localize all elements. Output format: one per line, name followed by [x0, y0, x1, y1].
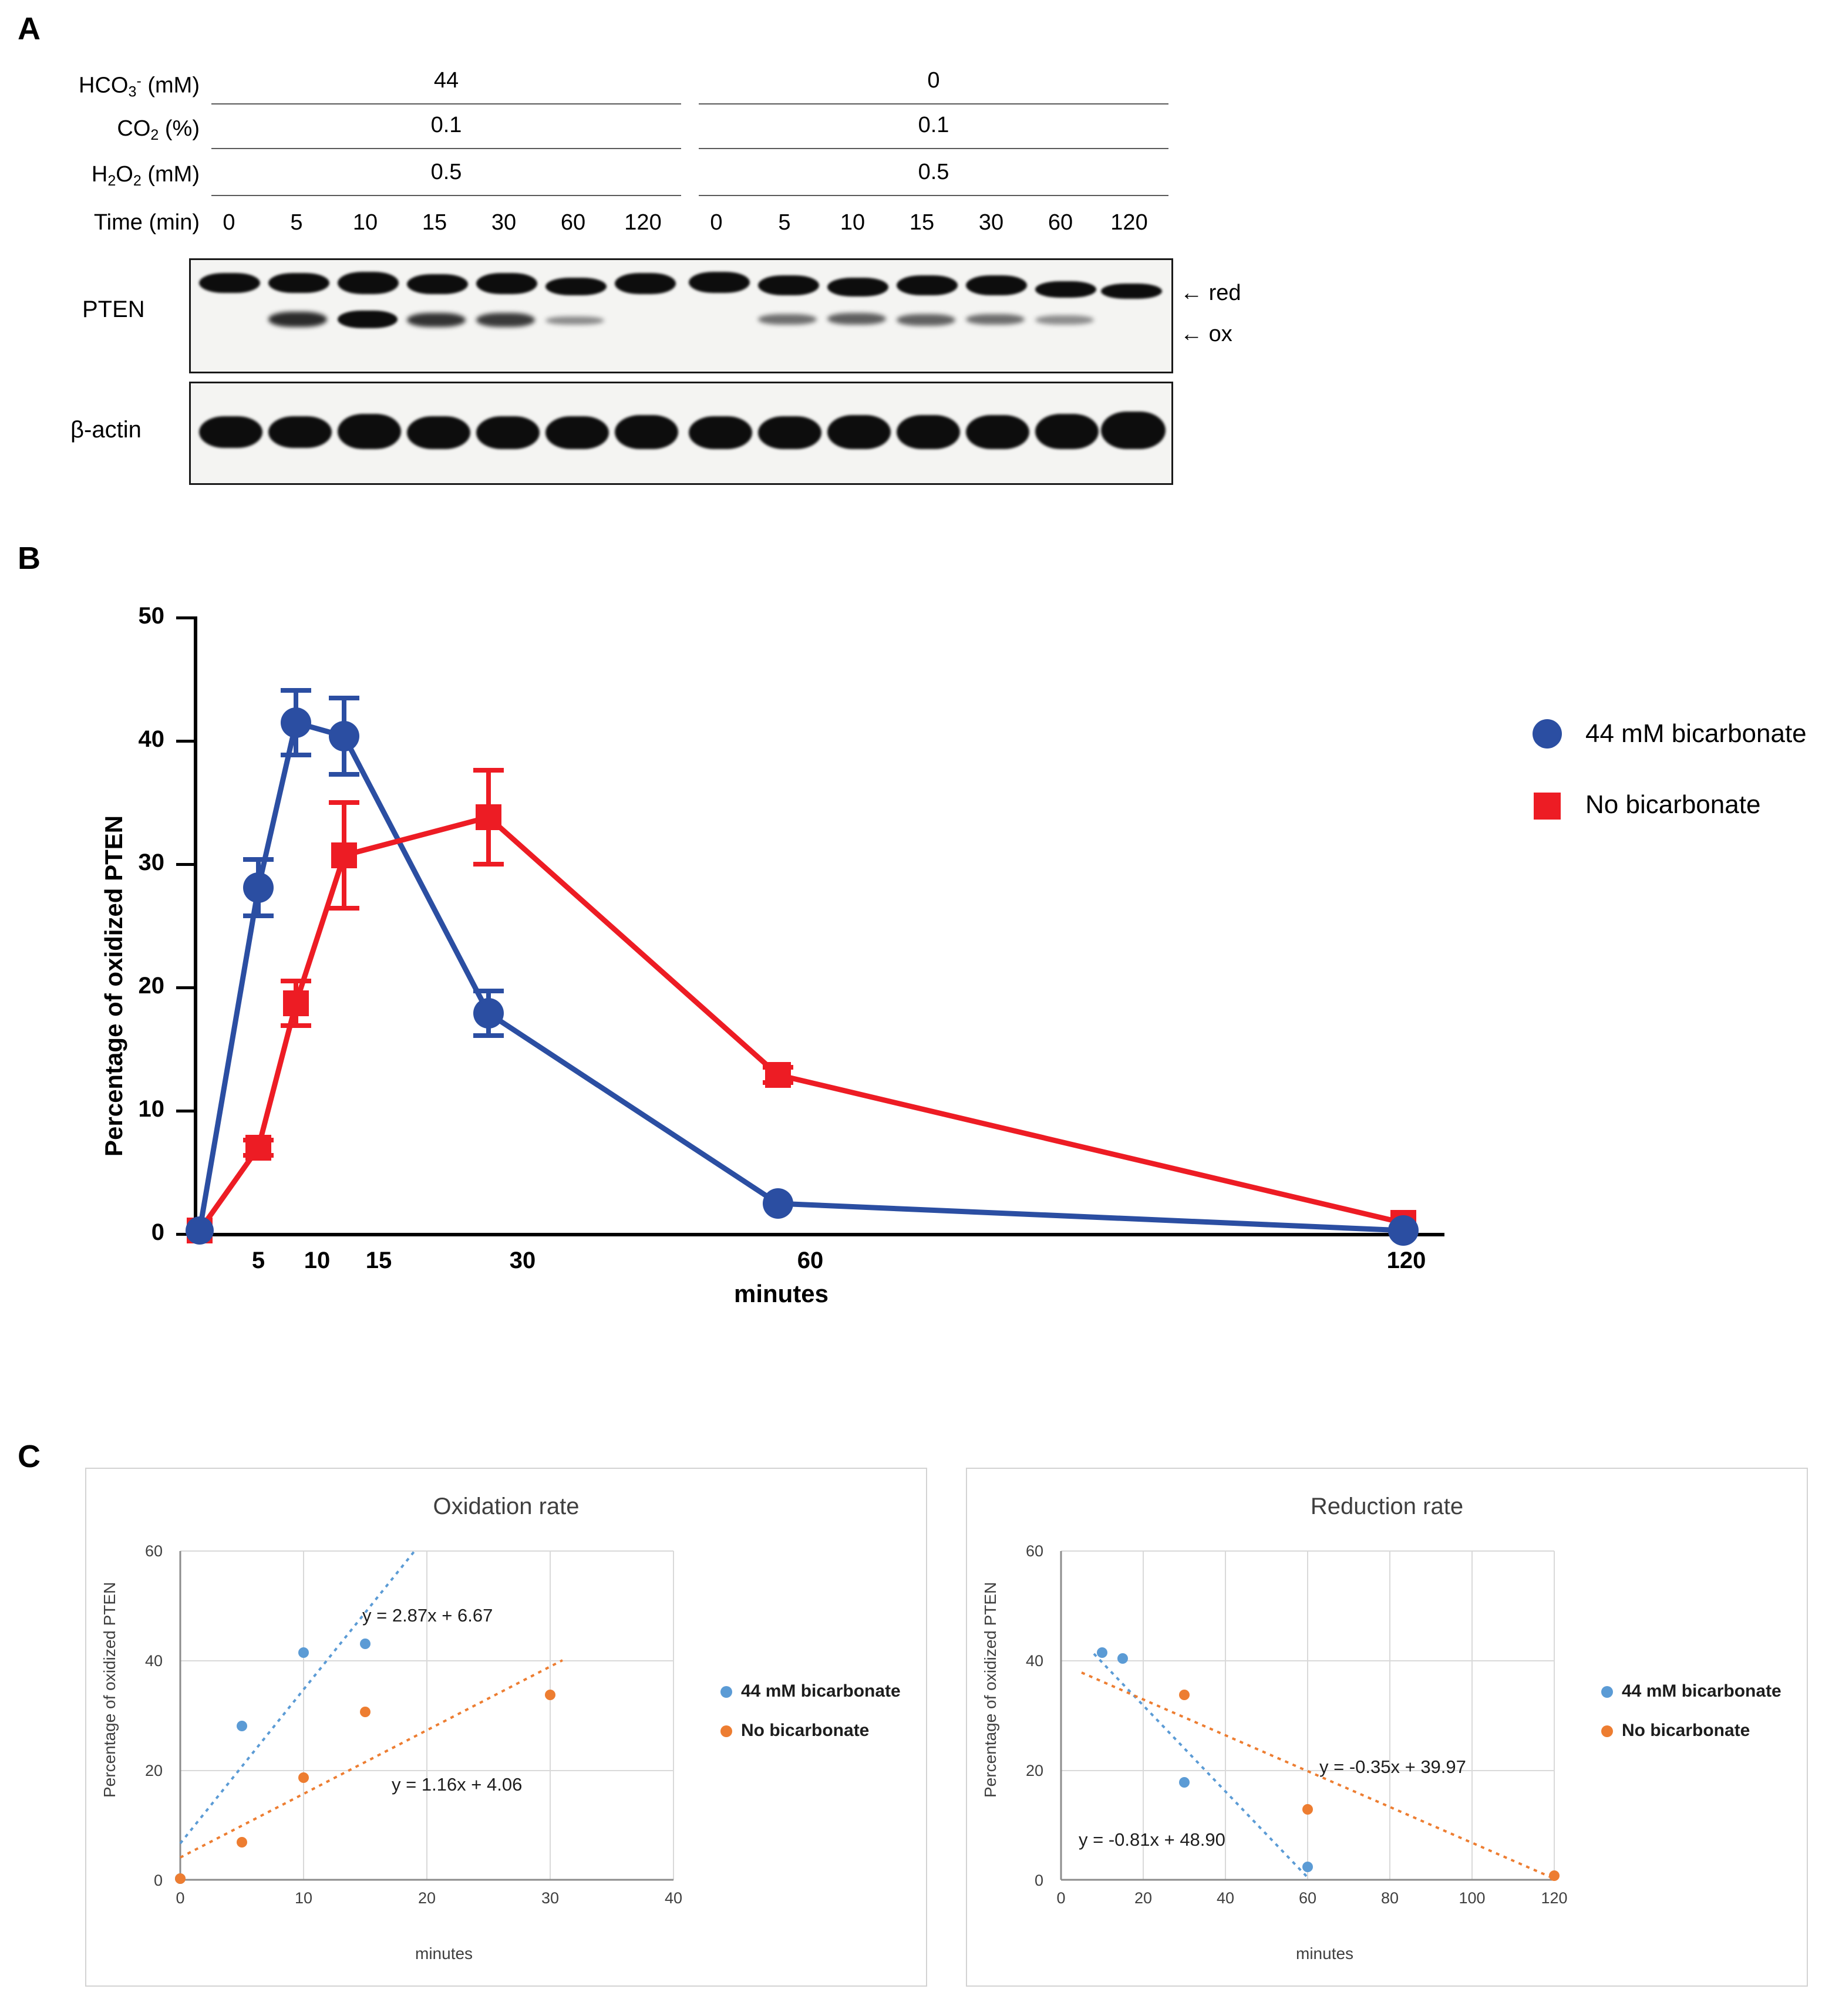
- mini-chart-oxidation-xlabel: minutes: [415, 1944, 473, 1963]
- mini-red-ytick-0: 0: [1034, 1872, 1043, 1889]
- panel-b-legend-marker-red: [1534, 793, 1561, 820]
- mini-red-xtick-120: 120: [1541, 1889, 1568, 1907]
- mini-red-legend-dot-orange: [1601, 1725, 1613, 1737]
- panel-b-legend-label-blue: 44 mM bicarbonate: [1585, 719, 1807, 748]
- mini-ox-ytick-40: 40: [144, 1652, 163, 1670]
- arrow-glyph-ox: ←: [1180, 322, 1203, 346]
- time-label-l3: 15: [422, 210, 447, 235]
- mini-red-ytick-40: 40: [1025, 1652, 1043, 1670]
- condition-line-bicarbonate-left: [211, 103, 681, 104]
- arrow-red-label: red: [1208, 281, 1241, 305]
- panel-b-ytick-40: 40: [138, 726, 164, 752]
- panel-b-x-axis-title: minutes: [734, 1280, 829, 1307]
- mini-chart-oxidation: [85, 1468, 927, 1987]
- blot-label-pten: PTEN: [82, 296, 145, 322]
- panel-b-xtick-60: 60: [797, 1248, 824, 1273]
- blot-label-beta-actin: β-actin: [70, 417, 142, 443]
- mini-red-xtick-0: 0: [1056, 1889, 1066, 1907]
- mini-chart-oxidation-ylabel: Percentage of oxidized PTEN: [100, 1582, 119, 1798]
- mini-red-xtick-60: 60: [1298, 1889, 1317, 1907]
- mini-ox-legend-dot-blue: [720, 1686, 732, 1698]
- condition-line-co2-left: [211, 148, 681, 149]
- mini-red-legend-dot-blue: [1601, 1686, 1613, 1698]
- arrow-red: [1180, 281, 1241, 306]
- mini-red-ytick-20: 20: [1025, 1762, 1043, 1779]
- time-label-r4: 30: [978, 210, 1004, 235]
- panel-b-legend-marker-blue: [1533, 719, 1562, 749]
- arrow-ox: [1180, 322, 1232, 347]
- condition-value-co2-left: 0.1: [430, 113, 462, 137]
- condition-value-bicarbonate-left: 44: [433, 68, 459, 93]
- panel-b-ytick-20: 20: [138, 973, 164, 999]
- mini-ox-equation-orange: y = 1.16x + 4.06: [392, 1774, 523, 1795]
- mini-ox-xtick-20: 20: [417, 1889, 436, 1907]
- time-label-l2: 10: [352, 210, 378, 235]
- mini-ox-ytick-60: 60: [144, 1542, 163, 1560]
- mini-chart-reduction-ylabel: Percentage of oxidized PTEN: [981, 1582, 999, 1798]
- time-label-l0: 0: [223, 210, 235, 235]
- mini-red-equation-blue: y = -0.81x + 48.90: [1079, 1829, 1225, 1850]
- mini-chart-oxidation-title: Oxidation rate: [433, 1494, 580, 1519]
- mini-red-legend-label-orange: No bicarbonate: [1622, 1721, 1750, 1740]
- panel-b-ytick-10: 10: [138, 1096, 164, 1122]
- condition-line-co2-right: [699, 148, 1168, 149]
- condition-line-h2o2-left: [211, 195, 681, 196]
- mini-red-equation-orange: y = -0.35x + 39.97: [1319, 1757, 1466, 1777]
- mini-red-ytick-60: 60: [1025, 1542, 1043, 1560]
- panel-a: [0, 0, 1822, 505]
- mini-ox-legend-label-blue: 44 mM bicarbonate: [741, 1681, 901, 1701]
- condition-value-h2o2-right: 0.5: [918, 160, 949, 184]
- mini-ox-equation-blue: y = 2.87x + 6.67: [362, 1605, 493, 1626]
- condition-value-co2-right: 0.1: [918, 113, 949, 137]
- row-label-time: Time (min): [93, 210, 200, 235]
- panel-b-plot: [0, 517, 1822, 1432]
- mini-chart-reduction-xlabel: minutes: [1296, 1944, 1354, 1963]
- panel-b-xtick-5: 5: [251, 1248, 265, 1273]
- blot-pten: [189, 258, 1173, 373]
- panel-b-legend-label-red: No bicarbonate: [1585, 790, 1761, 819]
- row-label-co2: $CO_2$ (%): [117, 116, 200, 144]
- time-label-r3: 15: [909, 210, 935, 235]
- condition-value-bicarbonate-right: 0: [927, 68, 940, 93]
- mini-chart-reduction: [966, 1468, 1808, 1987]
- mini-ox-ytick-0: 0: [153, 1872, 163, 1889]
- mini-ox-xtick-30: 30: [541, 1889, 560, 1907]
- time-label-r6: 120: [1110, 210, 1148, 235]
- panel-b-ytick-0: 0: [151, 1219, 164, 1245]
- panel-b-letter: B: [18, 541, 41, 576]
- mini-red-xtick-20: 20: [1134, 1889, 1153, 1907]
- condition-value-h2o2-left: 0.5: [430, 160, 462, 184]
- panel-b-xtick-30: 30: [509, 1248, 536, 1273]
- arrow-glyph-red: ←: [1180, 281, 1203, 305]
- condition-line-bicarbonate-right: [699, 103, 1168, 104]
- row-label-bicarbonate: $HCO_3^-$ (mM): [79, 73, 200, 100]
- condition-line-h2o2-right: [699, 195, 1168, 196]
- row-label-h2o2: $H_2O_2$ (mM): [91, 162, 200, 190]
- mini-chart-reduction-title: Reduction rate: [1310, 1494, 1464, 1519]
- panel-b-xtick-120: 120: [1386, 1248, 1426, 1273]
- mini-ox-xtick-0: 0: [176, 1889, 185, 1907]
- panel-b-ytick-50: 50: [138, 603, 164, 629]
- time-label-l1: 5: [290, 210, 303, 235]
- mini-ox-legend-dot-orange: [720, 1725, 732, 1737]
- time-label-r0: 0: [710, 210, 723, 235]
- panel-c: [0, 1432, 1822, 2016]
- time-label-r1: 5: [778, 210, 791, 235]
- panel-b-ytick-30: 30: [138, 849, 164, 875]
- time-label-l5: 60: [560, 210, 586, 235]
- panel-c-letter: C: [18, 1439, 41, 1474]
- mini-ox-xtick-40: 40: [664, 1889, 683, 1907]
- panel-b-xtick-15: 15: [365, 1248, 392, 1273]
- time-label-l4: 30: [491, 210, 517, 235]
- panel-b: [0, 517, 1822, 1432]
- mini-red-xtick-100: 100: [1459, 1889, 1486, 1907]
- mini-red-xtick-80: 80: [1380, 1889, 1399, 1907]
- panel-a-letter: A: [18, 11, 41, 46]
- mini-ox-ytick-20: 20: [144, 1762, 163, 1779]
- mini-ox-xtick-10: 10: [294, 1889, 313, 1907]
- mini-red-legend-label-blue: 44 mM bicarbonate: [1622, 1681, 1781, 1701]
- panel-b-xtick-10: 10: [304, 1248, 331, 1273]
- time-label-l6: 120: [624, 210, 662, 235]
- arrow-ox-label: ox: [1208, 322, 1232, 346]
- time-label-r2: 10: [840, 210, 865, 235]
- time-label-r5: 60: [1048, 210, 1073, 235]
- panel-b-y-axis-title: Percentage of oxidized PTEN: [100, 815, 127, 1157]
- mini-red-xtick-40: 40: [1216, 1889, 1235, 1907]
- mini-ox-legend-label-orange: No bicarbonate: [741, 1721, 870, 1740]
- blot-beta-actin: [189, 382, 1173, 485]
